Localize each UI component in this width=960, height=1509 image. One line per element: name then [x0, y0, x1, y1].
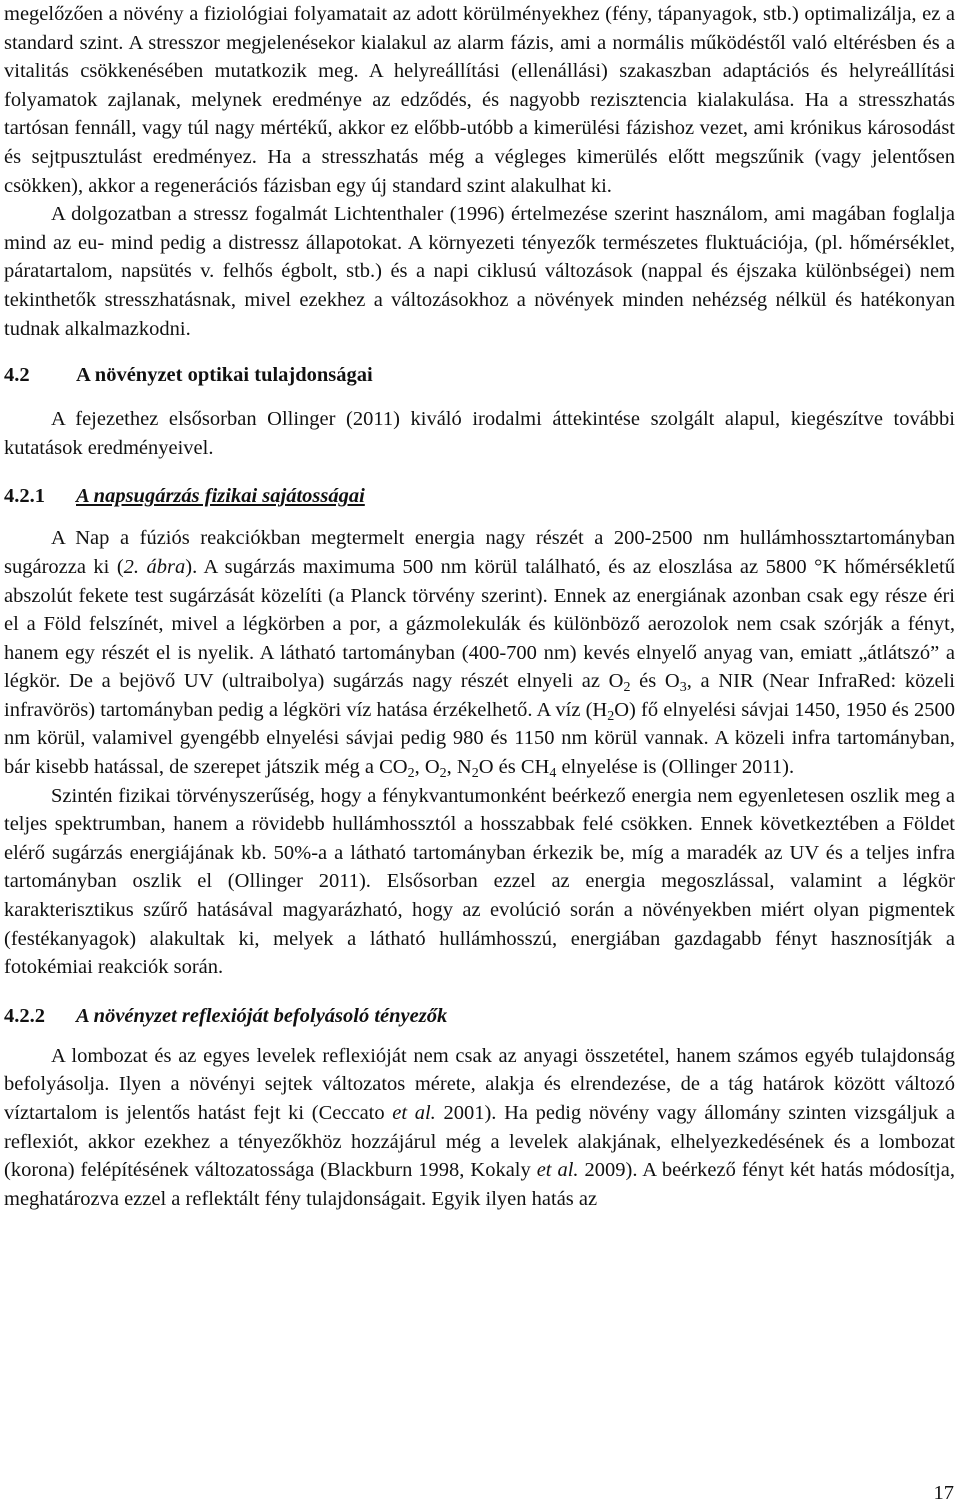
paragraph-energy-distribution: Szintén fizikai törvényszerűség, hogy a fénykvantumonként beérkező energia nem egyenletesen oszlik meg a teljes spektrumban, hanem a rövidebb hullámhossztól a hosszabbak felé csökken. Ennek következtében a Földet elérő sugárzás energiájának kb. 50%-a a látható tartományban érkezik be, míg a maradék az UV és a teljes infra tartományban oszlik el (Ollinger 2011). Elsősorban ezzel az energia megoszlással, valamint a légkör karakterisztikus szűrő hatásával magyarázható, hogy az evolúció során a növényekben miért olyan pigmentek (festékanyagok) alakultak ki, melyek a látható hullámhosszú, energiában gazdagabb fényt hasznosítják a fotokémiai reakciók során. — [4, 784, 955, 979]
section-heading-4-2-1 — [4, 482, 955, 510]
text-run: , O — [414, 756, 440, 779]
subscript: 4 — [549, 766, 557, 782]
text-run: ). A sugárzás maximuma 500 nm körül található, és az eloszlása az 5800 °K hőmérsékletű abszolút fekete test sugárzását közelíti (a Planck törvény szerint). Ennek az energiának azonban csak egy része éri el a Föld felszínét, mivel a légkörben a por, a gázmolekulák és különböző aerozolok nem csak szórják a fényt, hanem egy részét el is nyelik. A látható tartományban (400-700 nm) kevés elnyelő anyag van, emiatt „átlátszó” a légkör. De a bejövő UV (ultraibolya) sugárzás nagy részét elnyeli az O — [4, 555, 955, 693]
paragraph-stress-phases: megelőzően a növény a fiziológiai folyamatait az adott körülményekhez (fény, tápanyagok, stb.) optimalizálja, ez a standard szint. A stresszor megjelenésekor kialakul az alarm fázis, ami a normális működéstől való eltérésben és a vitalitás csökkenésében mutatkozik meg. A helyreállítási (ellenállási) szakaszban adaptációs és helyreállítási folyamatok zajlanak, melynek eredménye az edződés, és nagyobb rezisztencia kialakulása. Ha a stresszhatás tartósan fennáll, vagy túl nagy mértékű, akkor ez előbb-utóbb a kimerülési fázishoz vezet, ami krónikus károsodást és sejtpusztulást eredményez. Ha a stresszhatás még a végleges kimerülés előtt megszűnik (vagy jelentősen csökken), akkor a regenerációs fázisban egy új standard szint alakulhat ki. — [4, 3, 955, 197]
subscript: 2 — [623, 680, 631, 696]
text-run: és O — [630, 670, 680, 693]
paragraph-solar-radiation — [4, 524, 955, 781]
page-number: 17 — [933, 1482, 954, 1504]
text-run: elnyelése is (Ollinger 2011). — [556, 756, 795, 779]
subscript: 3 — [679, 680, 687, 696]
text-run: A lombozat és az egyes levelek reflexióját nem csak az anyagi összetétel, hanem számos egyéb tulajdonság befolyásolja. Ilyen a növényi sejtek változatos mérete, alakja és elrendezése, de a tág határok között változó víztartalom is jelentős hatást fejt ki (Ceccato — [4, 1044, 955, 1124]
subscript: 2 — [407, 766, 415, 782]
document-page — [4, 0, 955, 1213]
paragraph-chapter-intro: A fejezethez elsősorban Ollinger (2011) kiváló irodalmi áttekintése szolgált alapul, kiegészítve további kutatások eredményeivel. — [4, 408, 955, 459]
subscript: 2 — [439, 766, 447, 782]
figure-reference: 2. ábra — [123, 555, 186, 578]
text-run: 2009). A beérkező fényt két hatás módosítja, meghatározva ezzel a reflektált fény tulajdonságait. Egyik ilyen hatás az — [4, 1159, 955, 1210]
text-run: , a NIR (Near InfraRed: közeli infravörös) tartományban pedig a légköri víz hatása érzékelhető. A víz (H — [4, 670, 955, 721]
paragraph-reflection-factors — [4, 1042, 955, 1214]
text-run: A Nap a fúziós reakciókban megtermelt energia nagy részét a 200-2500 nm hullámhossztartományban sugározza ki ( — [4, 527, 955, 578]
subscript: 2 — [607, 708, 615, 724]
text-run: O és CH — [478, 756, 550, 779]
text-run: O) fő elnyelési sávjai 1450, 1950 és 2500 nm körül, valamivel gyengébb elnyelési sávjai pedig 980 és 1150 nm körül vannak. A közeli infra tartományban, bár kisebb hatással, de szerepet játszik még a CO — [4, 698, 955, 779]
section-title: A növényzet reflexióját befolyásoló tényezők — [76, 1004, 448, 1027]
subscript: 2 — [471, 766, 479, 782]
citation-italic: et al. — [536, 1159, 579, 1182]
section-number: 4.2 — [4, 364, 30, 387]
section-heading-4-2-2 — [4, 1002, 955, 1030]
section-number: 4.2.1 — [4, 485, 45, 508]
text-run: , N — [446, 756, 472, 779]
paragraph-stress-definition: A dolgozatban a stressz fogalmát Lichtenthaler (1996) értelmezése szerint használom, ami magában foglalja mind az eu- mind pedig a distressz állapotokat. A környezeti tényezők természetes fluktuációja, (pl. hőmérséklet, páratartalom, napsütés v. felhős égbolt, stb.) és a napi ciklusú változások (nappal és éjszaka különbségei) nem tekinthetők stresszhatásnak, mivel ezekhez a változásokhoz a növények minden nehézség nélkül és hatékonyan tudnak alkalmazkodni. — [4, 203, 955, 340]
text-run: 2001). Ha pedig növény vagy állomány szinten vizsgáljuk a reflexiót, akkor ezekhez a tényezőkhöz hozzájárul még a levelek alakjának, elhelyezkedésének és a lombozat (korona) felépítésének változatossága (Blackburn 1998, Kokaly — [4, 1102, 955, 1182]
citation-italic: et al. — [392, 1102, 436, 1124]
section-number: 4.2.2 — [4, 1004, 45, 1027]
section-heading-4-2 — [4, 361, 955, 389]
section-title: A növényzet optikai tulajdonságai — [76, 364, 373, 387]
section-title: A napsugárzás fizikai sajátosságai — [76, 485, 365, 508]
